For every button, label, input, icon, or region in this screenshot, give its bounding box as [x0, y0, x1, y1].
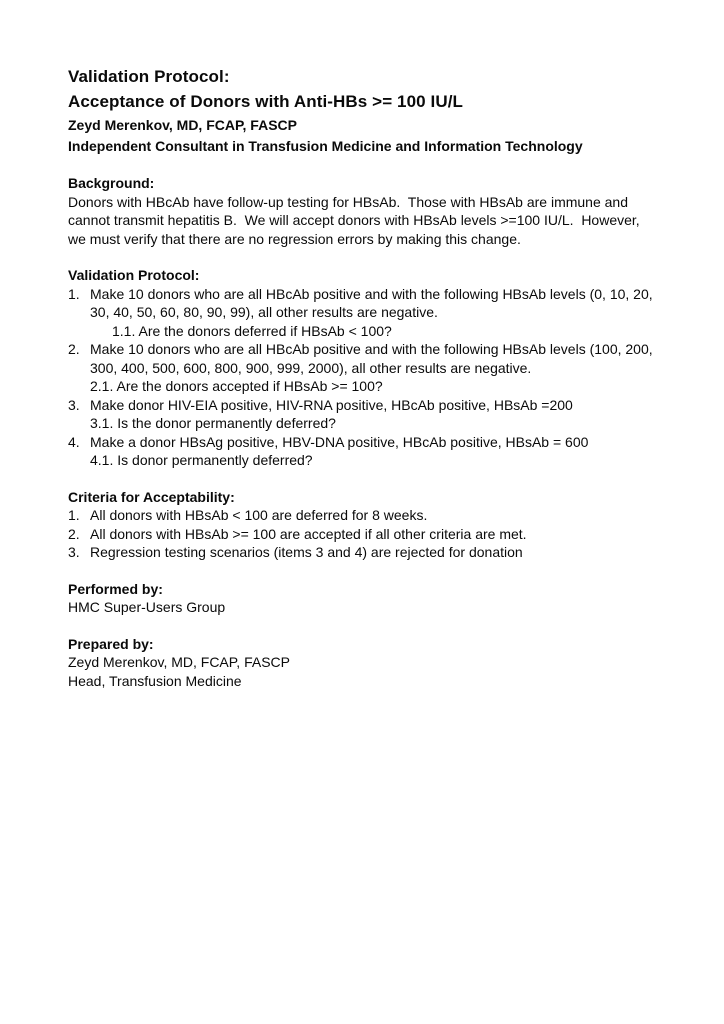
- sub-question-text: Are the donors accepted if HBsAb >= 100?: [116, 378, 383, 394]
- document-title-line2: Acceptance of Donors with Anti-HBs >= 100 IU/L: [68, 92, 464, 111]
- sub-question-number: 4.1.: [90, 452, 114, 468]
- author-role: Independent Consultant in Transfusion Medicine and Information Technology: [68, 138, 583, 154]
- item-text-content: Regression testing scenarios (items 3 and 4) are rejected for donation: [90, 544, 523, 560]
- list-item: [68, 543, 658, 562]
- item-number: 1.: [68, 507, 80, 523]
- item-text-content: Make a donor HBsAg positive, HBV-DNA positive, HBcAb positive, HBsAb = 600: [90, 433, 589, 450]
- section-criteria: [68, 488, 658, 562]
- item-number: 1.: [68, 285, 80, 302]
- item-number: 2.: [68, 341, 80, 357]
- item-text-content: All donors with HBsAb >= 100 are accepted if all other criteria are met.: [90, 525, 527, 542]
- sub-question: [90, 414, 658, 433]
- item-text: [90, 285, 658, 341]
- sub-question: [112, 322, 658, 341]
- item-number: 4.: [68, 433, 80, 450]
- sub-question-text: Is the donor permanently deferred?: [117, 415, 336, 431]
- item-number: 3.: [68, 396, 80, 413]
- item-text-content: Make 10 donors who are all HBcAb positive and with the following HBsAb levels (0, 10, 20, 30, 40, 50, 60, 80, 90, 99), all other results are negative.: [90, 285, 657, 320]
- sub-question-number: 2.1.: [90, 378, 114, 394]
- list-item: [68, 340, 658, 396]
- section-validation-protocol: [68, 266, 658, 470]
- protocol-list: [68, 285, 658, 470]
- criteria-list: [68, 506, 658, 562]
- section-performed-by: [68, 580, 658, 617]
- item-text: [90, 340, 658, 396]
- item-text-content: Make donor HIV-EIA positive, HIV-RNA positive, HBcAb positive, HBsAb =200: [90, 396, 573, 413]
- item-text-content: Make 10 donors who are all HBcAb positive and with the following HBsAb levels (100, 200, 300, 400, 500, 600, 800, 900, 999, 2000), all other results are negative.: [90, 341, 657, 376]
- protocol-heading: Validation Protocol:: [68, 267, 200, 283]
- sub-question: [90, 377, 658, 396]
- document-header: [68, 64, 658, 156]
- section-prepared-by: [68, 635, 658, 691]
- item-text: [90, 433, 658, 470]
- item-number: 3.: [68, 544, 80, 560]
- list-item: [68, 396, 658, 433]
- background-heading: Background:: [68, 175, 155, 191]
- sub-question-number: 1.1.: [112, 322, 136, 339]
- prepared-by-heading: Prepared by:: [68, 635, 154, 652]
- list-item: [68, 506, 658, 525]
- performed-by-heading: Performed by:: [68, 580, 163, 597]
- list-item: [68, 433, 658, 470]
- prepared-by-name: Zeyd Merenkov, MD, FCAP, FASCP: [68, 654, 290, 670]
- prepared-by-title: Head, Transfusion Medicine: [68, 672, 242, 689]
- author-name: Zeyd Merenkov, MD, FCAP, FASCP: [68, 117, 297, 133]
- performed-by-text: HMC Super-Users Group: [68, 599, 226, 615]
- sub-question-text: Is donor permanently deferred?: [117, 452, 313, 468]
- document-title-line1: Validation Protocol:: [68, 67, 230, 86]
- section-background: [68, 174, 658, 248]
- sub-question-text: Are the donors deferred if HBsAb < 100?: [138, 322, 392, 339]
- criteria-heading: Criteria for Acceptability:: [68, 488, 235, 505]
- item-number: 2.: [68, 525, 80, 542]
- item-text-content: All donors with HBsAb < 100 are deferred for 8 weeks.: [90, 507, 428, 523]
- item-text: [90, 396, 658, 433]
- background-paragraph: Donors with HBcAb have follow-up testing for HBsAb. Those with HBsAb are immune and cannot transmit hepatitis B. We will accept donors with HBsAb levels >=100 IU/L. However, we must verify that there are no regression errors by making this change.: [68, 193, 644, 247]
- list-item: [68, 285, 658, 341]
- sub-question-number: 3.1.: [90, 415, 114, 431]
- sub-question: [90, 451, 658, 470]
- list-item: [68, 525, 658, 544]
